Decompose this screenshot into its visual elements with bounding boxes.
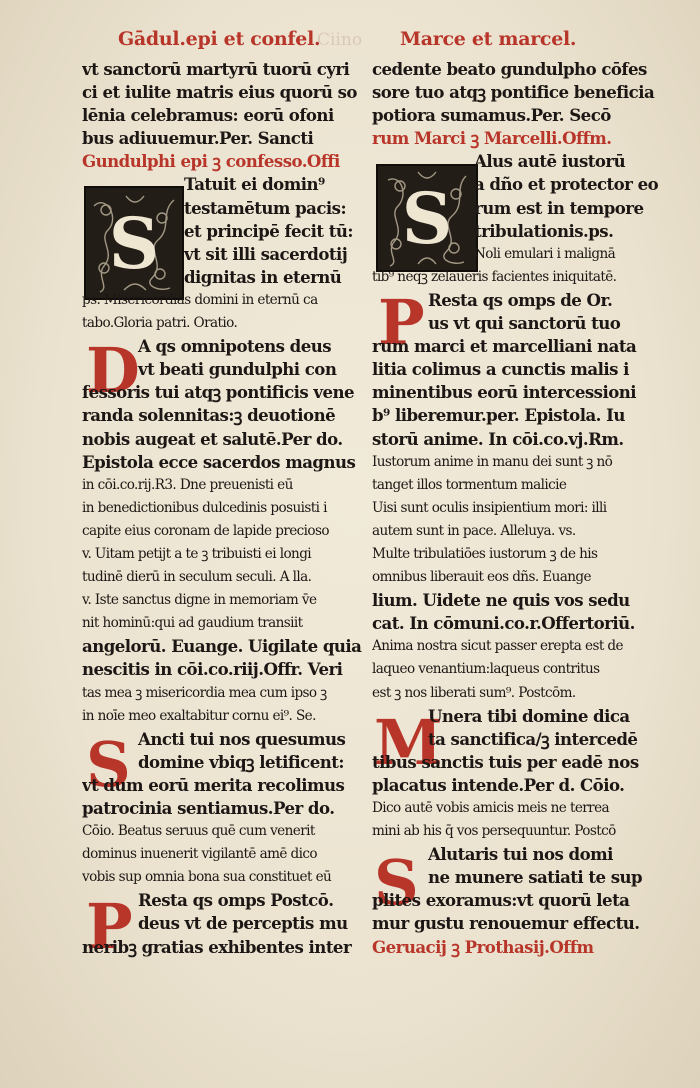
text-line: vt beati gundulphi con [138,359,337,380]
red-initial-p: P [86,890,133,963]
chant-line: vobis sup omnia bona sua constituet eū [82,869,332,886]
text-line: neribꝫ gratias exhibentes inter [82,936,352,957]
text-line: cedente beato gundulpho cōfes [372,59,647,79]
chant-line: capite eius coronam de lapide precioso [82,522,329,539]
text-line: minentibus eorū intercessioni [372,382,636,403]
right-text-body [372,58,658,959]
text-line: Alutaris tui nos domi [428,844,613,865]
psalm-line: tabo.Gloria patri. Oratio. [82,315,238,332]
rubric-line: Gundulphi epi ꝫ confesso.Offi [82,151,340,172]
text-line: patrocinia sentiamus.Per do. [82,798,335,818]
text-line: cat. In cōmuni.co.r.Offertoriū. [372,613,635,634]
text-line: potiora sumamus.Per. Secō [372,105,611,126]
chant-line: est ꝫ nos liberati sum⁹. Postcōm. [372,684,576,701]
text-line: deus vt de perceptis mu [138,913,348,934]
rubric-line: rum Marci ꝫ Marcelli.Offm. [372,128,612,149]
chant-line: v. Iste sanctus digne in memoriam v̄e [82,592,317,609]
text-line: Alus autē iustorū [474,151,626,172]
chant-line: Anima nostra sicut passer erepta est de [372,638,623,655]
left-text-body [82,58,364,963]
text-line: ta sanctifica/ꝫ intercedē [428,728,638,749]
text-line: vt sit illi sacerdotij [184,243,348,264]
chant-line: autem sunt in pace. Alleluya. vs. [372,522,576,539]
text-line: nescitis in cōi.co.riij.Offr. Veri [82,659,343,680]
chant-line: in noīe meo exaltabitur cornu ei⁹. Se. [82,707,316,724]
chant-line: mini ab his q̄ vos persequuntur. Postcō [372,823,616,840]
text-line: tribulationis.ps. [474,220,614,241]
red-initial-m: M [374,706,443,779]
text-line: dignitas in eternū [184,266,342,287]
psalm-line: tib⁹ neqꝫ zelaueris facientes iniquitatē. [372,268,617,285]
text-line: Tatuit ei domin⁹ [184,174,325,195]
text-line: Resta qs omps Postcō. [138,890,334,911]
chant-line: Iustorum anime in manu dei sunt ꝫ nō [372,453,613,470]
text-line: sore tuo atqꝫ pontifice beneficia [372,82,655,103]
psalm-line: ps. Misericordias domini in eternū ca [82,291,318,308]
chant-line: Dico autē vobis amicis meis ne terrea [372,800,610,816]
text-line: lium. Uidete ne quis vos sedu [372,590,630,611]
red-initial-p: P [378,286,425,359]
red-initial-s: S [374,846,419,919]
red-initial-s: S [86,728,131,801]
chant-line: Uisi sunt oculis insipientium mori: illi [372,499,607,516]
text-line: bus adiuuemur.Per. Sancti [82,128,314,149]
text-line: rum est in tempore [474,197,644,218]
left-running-header: Gādul.epi et confel. [118,28,321,50]
text-line: b⁹ liberemur.per. Epistola. Iu [372,405,625,426]
text-line: Unera tibi domine dica [428,705,630,726]
text-line: A qs omnipotens deus [138,336,332,357]
psalm-line: Noli emulari i malignā [474,245,616,262]
text-line: domine vbiqꝫ letificent: [138,751,344,772]
text-line: ci et iulite matris eius quorū so [82,82,357,103]
chant-line: v. Uitam petijt a te ꝫ tribuisti ei longi [82,545,312,562]
chant-line: in benedictionibus dulcedinis posuisti i [82,499,327,516]
chant-line: Multe tribulatiōes iustorum ꝫ de his [372,545,598,562]
chant-line: omnibus liberauit eos dñs. Euange [372,569,591,586]
text-line: et principē fecit tū: [184,220,353,241]
text-line: vt sanctorū martyrū tuorū cyri [82,59,350,79]
text-line: placatus intende.Per d. Cōio. [372,774,625,795]
chant-line: tudinē dierū in seculum seculi. A lla. [82,569,312,586]
chant-line: Cōio. Beatus seruus quē cum venerit [82,823,315,840]
text-line: nobis augeat et salutē.Per do. [82,428,343,449]
text-line: tibus sanctis tuis per eadē nos [372,751,639,772]
text-line: a dño et protector eo [474,174,658,195]
text-line: rum marci et marcelliani nata [372,336,637,357]
decorated-initial-s: S [376,164,478,272]
text-line: Ancti tui nos quesumus [138,728,346,749]
text-line: us vt qui sanctorū tuo [428,313,621,334]
text-line: mur gustu renouemur effectu. [372,913,640,934]
text-line: angelorū. Euange. Uigilate quia [82,636,362,657]
text-line: storū anime. In cōi.co.vj.Rm. [372,428,624,449]
left-bleedthrough-text: Ciino [317,30,363,50]
text-line: randa solennitas:ꝫ deuotionē [82,405,336,426]
text-line: Resta qs omps de Or. [428,289,613,310]
text-line: lēnia celebramus: eorū ofoni [82,105,334,126]
right-running-header: Marce et marcel. [400,28,577,50]
text-line: plites exoramus:vt quorū leta [372,890,630,911]
red-initial-d: D [86,334,140,407]
chant-line: dominus inuenerit vigilantē amē dico [82,846,317,863]
text-line: vt dum eorū merita recolimus [82,774,345,795]
text-line: litia colimus a cunctis malis i [372,359,629,380]
text-line: fessoris tui atqꝫ pontificis vene [82,382,355,403]
rubric-line: Geruacij ꝫ Prothasij.Offm [372,936,594,957]
chant-line: tanget illos tormentum malicie [372,476,567,493]
chant-line: laqueo venantium:laqueus contritus [372,661,600,678]
chant-line: nit hominū:qui ad gaudium transiit [82,615,303,632]
text-line: Epistola ecce sacerdos magnus [82,451,356,472]
decorated-initial-s: S [84,186,184,300]
text-line: testamētum pacis: [184,197,347,218]
text-line: ne munere satiati te sup [428,867,643,888]
chant-line: in cōi.co.rij.R3. Dne preuenisti eū [82,476,293,493]
chant-line: tas mea ꝫ misericordia mea cum ipso ꝫ [82,684,327,701]
